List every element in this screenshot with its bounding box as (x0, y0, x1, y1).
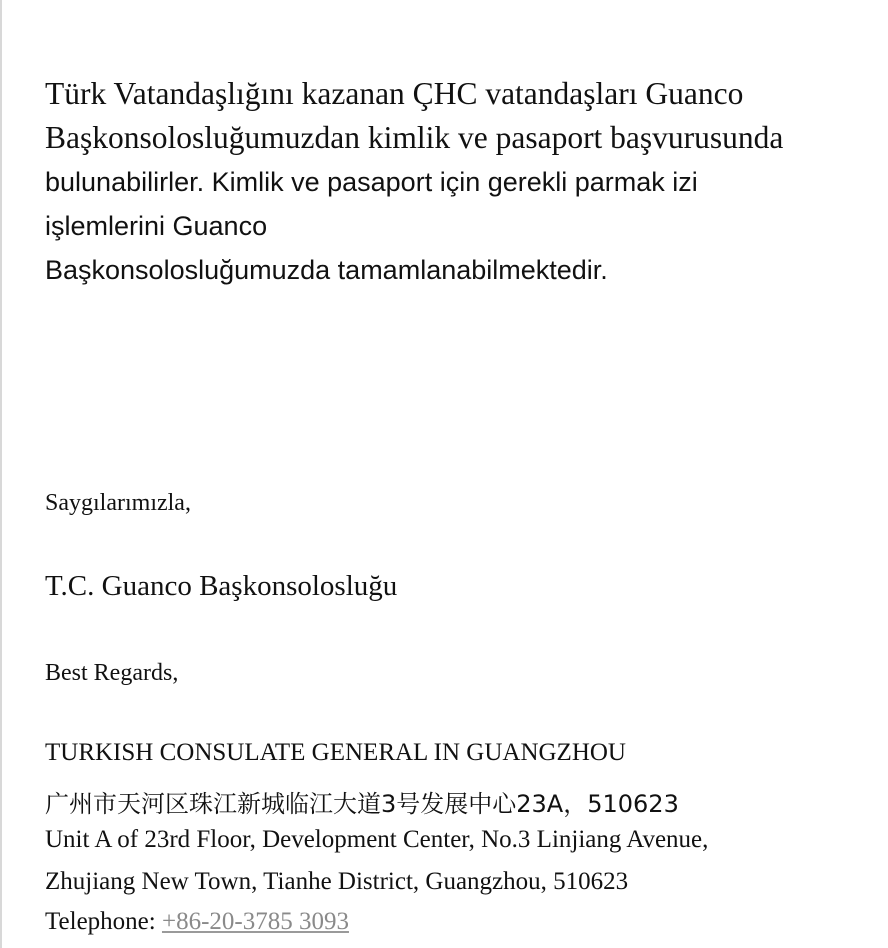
closing-english: Best Regards, (45, 660, 179, 686)
body-paragraph (45, 72, 880, 292)
paragraph-line-5: Başkonsolosluğumuzda tamamlanabilmektedir. (45, 255, 608, 285)
paragraph-line-1: Türk Vatandaşlığını kazanan ÇHC vatandaşları Guanco (45, 76, 744, 111)
telephone-line (45, 908, 349, 936)
telephone-link[interactable]: +86-20-3785 3093 (161, 908, 349, 935)
closing-turkish: Saygılarımızla, (45, 490, 191, 516)
page-edge (0, 0, 2, 948)
paragraph-line-4: işlemlerini Guanco (45, 211, 268, 241)
address-english-line-2: Zhujiang New Town, Tianhe District, Guangzhou, 510623 (45, 868, 629, 895)
address-chinese: 广州市天河区珠江新城临江大道3号发展中心23A，510623 (45, 790, 679, 818)
paragraph-line-2: Başkonsolosluğumuzdan kimlik ve pasaport başvurusunda (45, 120, 784, 155)
paragraph-line-3: bulunabilirler. Kimlik ve pasaport için gerekli parmak izi (45, 167, 698, 197)
signature-turkish: T.C. Guanco Başkonsolosluğu (45, 570, 398, 602)
telephone-label: Telephone: (45, 908, 162, 935)
org-name-english: TURKISH CONSULATE GENERAL IN GUANGZHOU (45, 739, 626, 766)
address-english-line-1: Unit A of 23rd Floor, Development Center, No.3 Linjiang Avenue, (45, 826, 709, 853)
